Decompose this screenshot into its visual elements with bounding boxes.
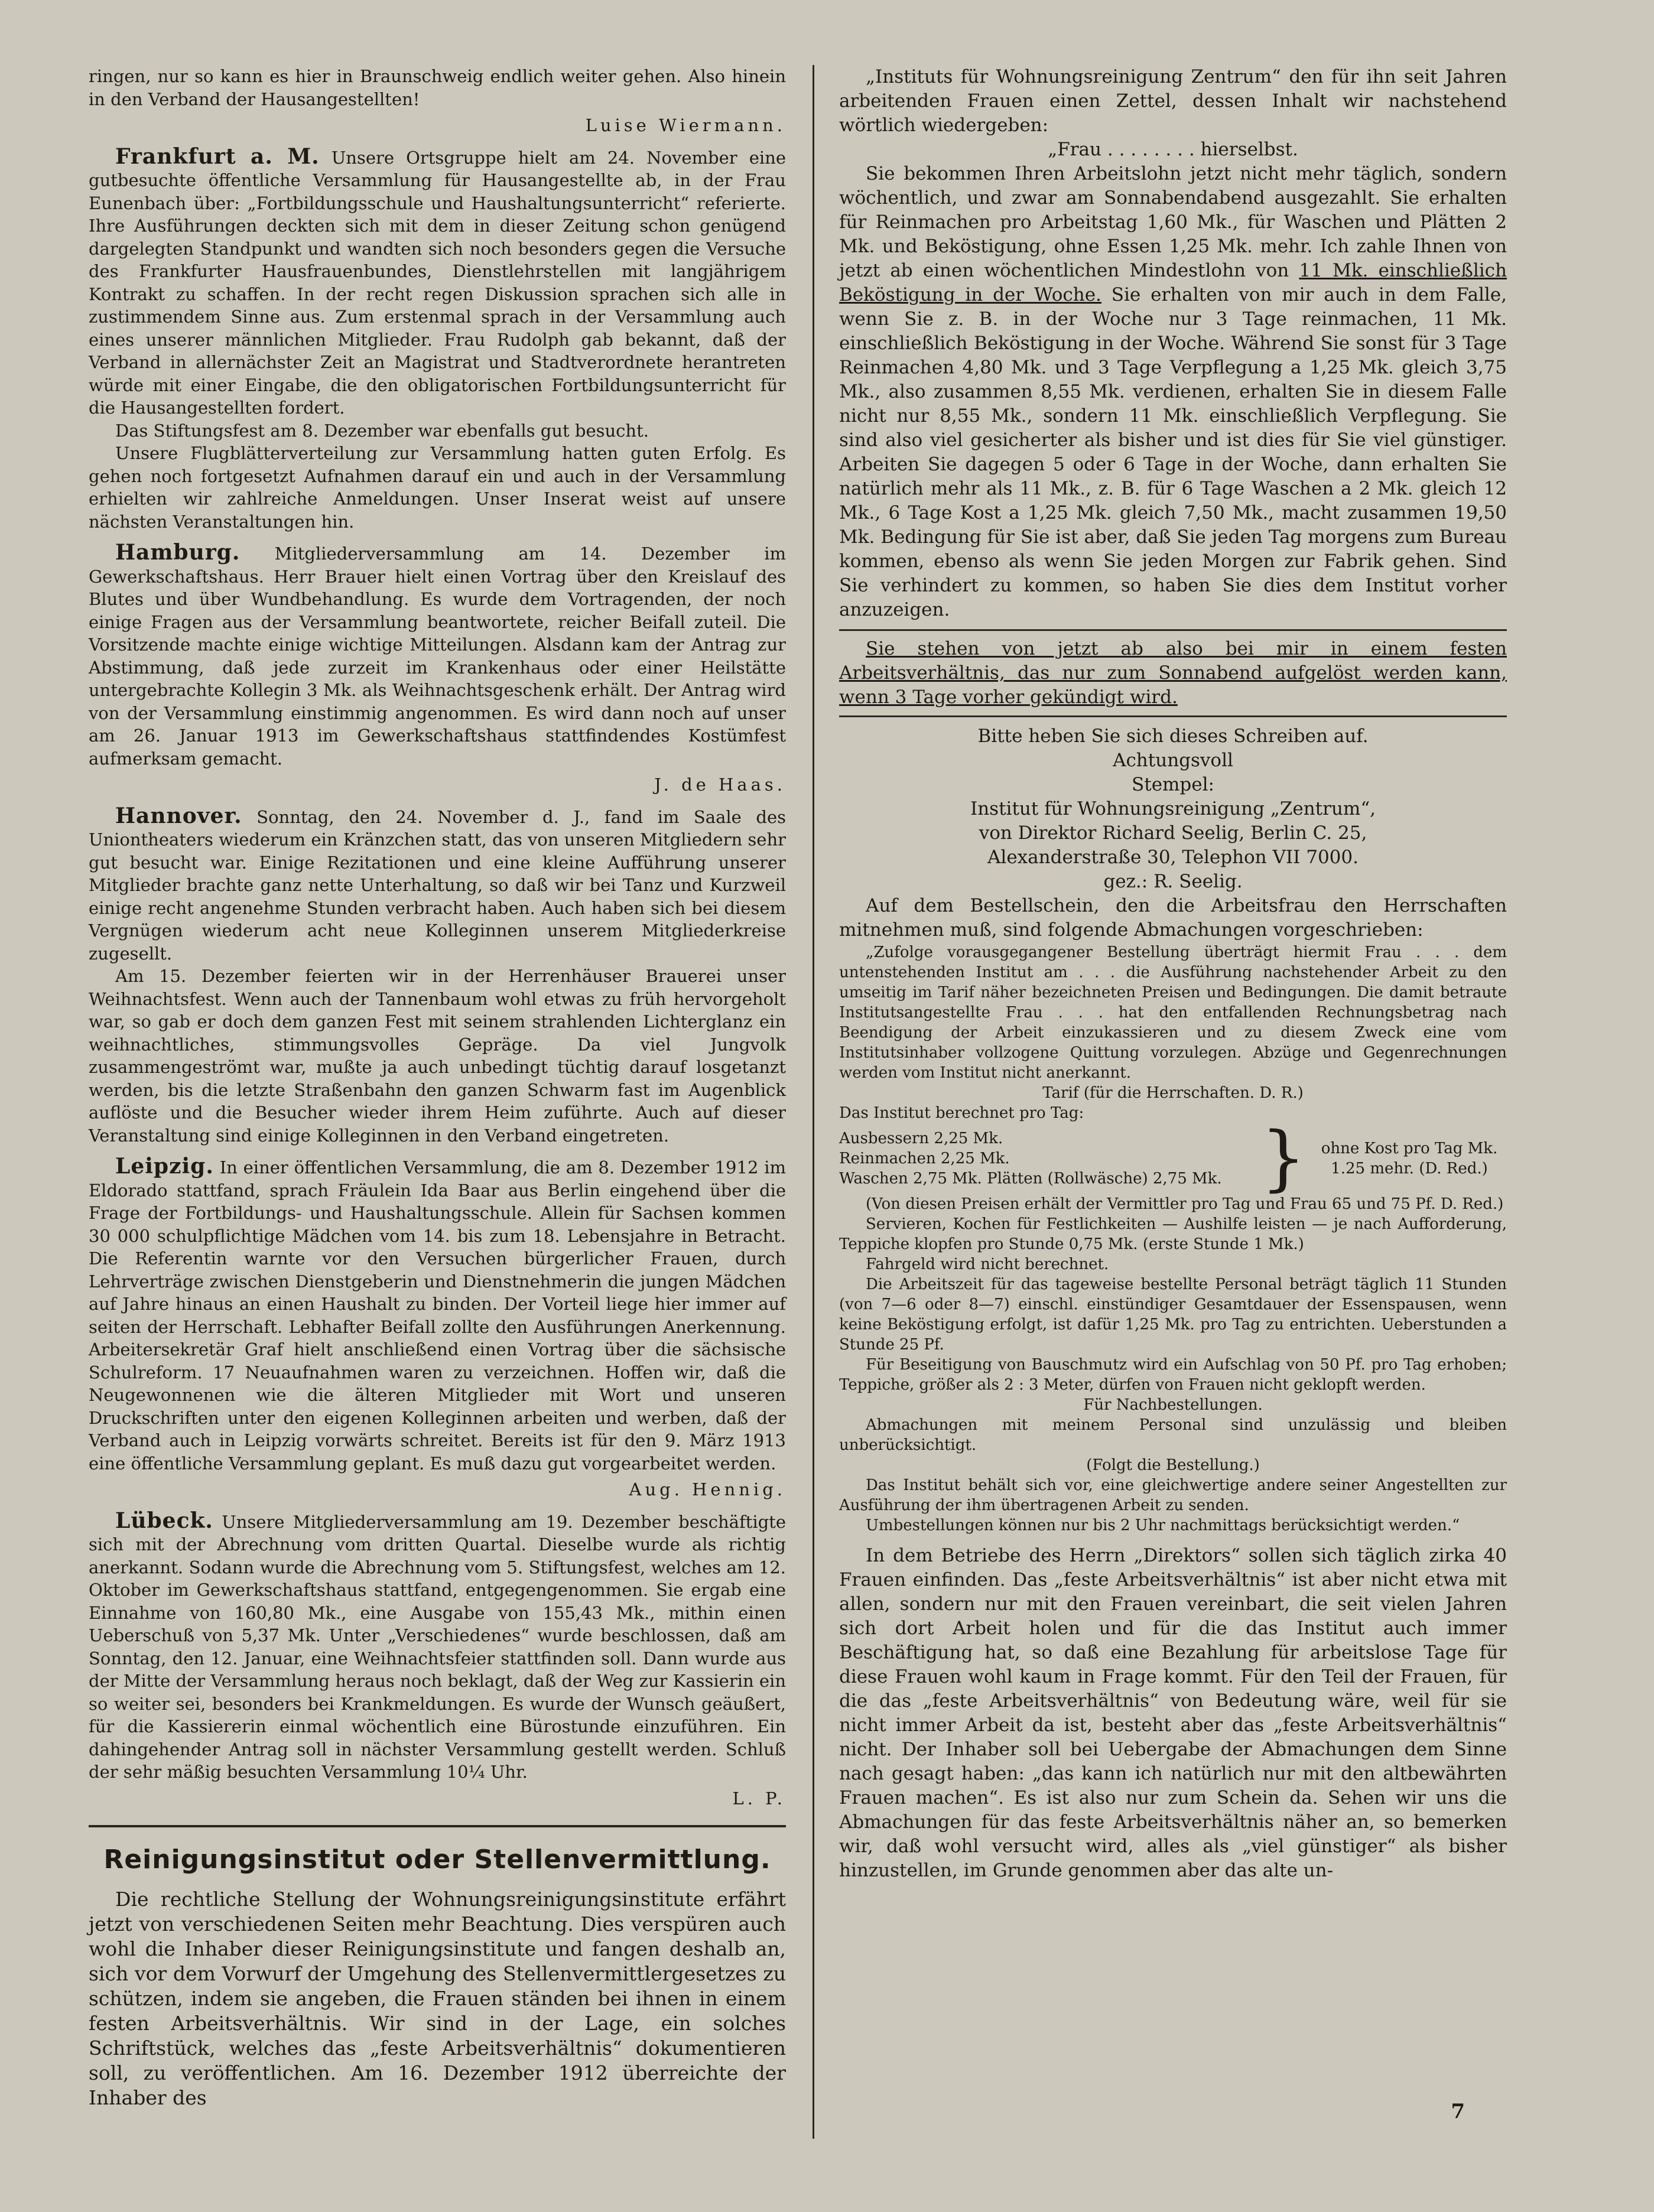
letter-underlined-wage: 11 Mk. einschließlich Beköstigung in der Woche.	[839, 260, 1507, 305]
column-divider	[813, 65, 814, 2139]
order-form-terms-2: (Von diesen Preisen erhält der Vermittler pro Tag und Frau 65 und 75 Pf. D. Red.)	[866, 1195, 1504, 1213]
frankfurt-text: Unsere Ortsgruppe hielt am 24. November eine gutbesuchte öffentliche Versammlung für Hausangestellte ab, in der Frau Eunenbach über: „Fortbildungsschule und Haushaltungsunterricht“ referierte. Ihre Ausführungen deckten sich mit dem in dieser Zeitung schon genügend dargelegten Standpunkt und wandten sich noch besonders gegen die Versuche des Frankfurter Hausfrauenbundes, Dienstlehrstellen mit langjährigem Kontrakt zu schaffen. In der recht regen Diskussion sprachen sich alle in zustimmendem Sinne aus. Zum erstenmal sprach in der Versammlung auch eines unserer männlichen Mitglieder. Frau Rudolph gab bekannt, daß der Verband in allernächster Zeit an Magistrat und Stadtverordnete herantreten würde mit einer Eingabe, die den obligatorischen Fortbildungsunterricht für die Hausangestellten fordert.	[89, 147, 786, 418]
article-headline: Reinigungsinstitut oder Stellenvermittlung.	[103, 1845, 771, 1875]
article-conclusion: In dem Betriebe des Herrn „Direktors“ sollen sich täglich zirka 40 Frauen einfinden. Das „feste Arbeitsverhältnis“ ist aber nicht etwa mit allen, sondern nur mit den Frauen vereinbart, die seit vielen Jahren sich dort Arbeit holen und für die das Institut auch immer Beschäftigung hat, so daß eine Bezahlung für arbeitslose Tage für diese Frauen wohl kaum in Frage kommt. Für den Teil der Frauen, für die das „feste Arbeitsverhältnis“ von Bedeutung wäre, weil für sie nicht immer Arbeit da ist, besteht aber das „feste Arbeitsverhältnis“ nicht. Der Inhaber soll bei Uebergabe der Abmachungen dem Sinne nach gesagt haben: „das kann ich natürlich nur mit den altbewährten Frauen machen“. Es ist also nur zum Schein da. Sehen wir uns die Abmachungen für das feste Arbeitsverhältnis näher an, so bemerken wir, daß wohl versucht wird, alles als „viel günstiger“ als bisher hinzustellen, im Grunde genommen aber das alte un-	[839, 1545, 1507, 1881]
hannover-text-2: Am 15. Dezember feierten wir in der Herrenhäuser Brauerei unser Weihnachtsfest. Wenn auch der Tannenbaum wohl etwas zu früh hervorgeholt war, so gab er doch dem ganzen Fest mit seinem strahlenden Lichterglanz ein weihnachtliches, stimmungsvolles Gepräge. Da viel Jungvolk zusammengeströmt war, mußte ja auch unbedingt tüchtig darauf losgetanzt werden, bis die letzte Straßenbahn den ganzen Schwarm fast im Augenblick auflöste und die Besucher wieder ihrem Heim zuführte. Auch auf dieser Veranstaltung sind einige Kolleginnen in den Verband eingetreten.	[89, 966, 786, 1146]
luebeck-signature: L. P.	[732, 1788, 786, 1808]
frankfurt-text-3: Unsere Flugblätterverteilung zur Versammlung hatten guten Erfolg. Es gehen noch fortgesetzt Aufnahmen darauf ein und auch in der Versammlung erhielten wir zahlreiche Anmeldungen. Unser Inserat weist auf unsere nächsten Veranstaltungen hin.	[89, 443, 786, 532]
order-form-terms-8: Abmachungen mit meinem Personal sind unzulässig und bleiben unberücksichtigt.	[839, 1416, 1507, 1454]
stamp-line-2: von Direktor Richard Seelig, Berlin C. 25,	[979, 822, 1367, 844]
stamp-signature: gez.: R. Seelig.	[1103, 871, 1243, 892]
order-form-terms-10: Das Institut behält sich vor, eine gleichwertige andere seiner Angestellten zur Ausführung der ihm übertragenen Arbeit zu senden.	[839, 1476, 1507, 1514]
hamburg-text: Mitgliederversammlung am 14. Dezember im Gewerkschaftshaus. Herr Brauer hielt einen Vortrag über den Kreislauf des Blutes und über Wundbehandlung. Es wurde dem Vortragenden, der noch einige Fragen aus der Versammlung beantwortete, reicher Beifall zuteil. Die Vorsitzende machte einige wichtige Mitteilungen. Alsdann kam der Antrag zur Abstimmung, daß jede zurzeit im Krankenhaus oder einer Heilstätte untergebrachte Kollegin 3 Mk. als Weihnachtsgeschenk erhält. Der Antrag wird von der Versammlung einstimmig angenommen. Es wird dann noch auf unser am 26. Januar 1913 im Gewerkschaftshaus stattfindendes Kostümfest aufmerksam gemacht.	[89, 544, 787, 769]
tariff-item-3: Waschen 2,75 Mk. Plätten (Rollwäsche) 2,75 Mk.	[839, 1170, 1222, 1188]
tariff-items	[839, 1128, 1255, 1189]
letter-salutation: „Frau . . . . . . . . hierselbst.	[1048, 139, 1298, 160]
headline-rule	[89, 1825, 786, 1827]
hannover-text: Sonntag, den 24. November d. J., fand im Saale des Uniontheaters wiederum ein Kränzchen statt, das von unseren Mitgliedern sehr gut besucht war. Einige Rezitationen und eine kleine Aufführung unserer Mitglieder brachte ganz nette Unterhaltung, so daß wir bei Tanz und Kurzweil einige recht angenehme Stunden verbracht haben. Auch haben sich bei diesem Vergnügen wiederum acht neue Kolleginnen unserem Mitgliederkreise zugesellt.	[89, 806, 787, 964]
letter-closing-2: Achtungsvoll	[1113, 750, 1233, 771]
boxed-statement-text: Sie stehen von jetzt ab also bei mir in einem festen Arbeitsverhältnis, das nur zum Sonnabend aufgelöst werden kann, wenn 3 Tage vorher gekündigt wird.	[839, 638, 1507, 708]
order-form-terms-1: „Zufolge vorausgegangener Bestellung überträgt hiermit Frau . . . dem untenstehenden Institut am . . . die Ausführung nachstehender Arbeit zu den umseitig im Tarif näher bezeichneten Preisen und Bedingungen. Die damit betraute Institutsangestellte Frau . . . hat den entfallenden Rechnungsbetrag nach Beendigung der Arbeit einzukassieren und zu diesem Zweck eine vom Institutsinhaber vollzogene Quittung vorzulegen. Abzüge und Gegenrechnungen werden vom Institut nicht anerkannt.	[839, 944, 1507, 1082]
luebeck-heading: Lübeck.	[115, 1508, 213, 1533]
frankfurt-text-2: Das Stiftungsfest am 8. Dezember war ebenfalls gut besucht.	[115, 420, 649, 441]
frankfurt-heading: Frankfurt a. M.	[115, 144, 320, 169]
page-number: 7	[1451, 2100, 1465, 2123]
hamburg-report	[89, 541, 786, 770]
right-column	[839, 65, 1507, 1883]
order-form-terms	[839, 942, 1507, 1536]
order-form-terms-3: Servieren, Kochen für Festlichkeiten — Aushilfe leisten — je nach Aufforderung, Teppiche klopfen pro Stunde 0,75 Mk. (erste Stunde 1 Mk.)	[839, 1215, 1507, 1253]
frankfurt-report	[89, 145, 786, 419]
hamburg-heading: Hamburg.	[115, 540, 241, 565]
hannover-heading: Hannover.	[115, 803, 242, 828]
stamp-line-1: Institut für Wohnungsreinigung „Zentrum“,	[970, 798, 1376, 819]
tariff-intro: Das Institut berechnet pro Tag:	[839, 1104, 1084, 1122]
letter-body-1: Sie bekommen Ihren Arbeitslohn jetzt nicht mehr täglich, sondern wöchentlich, und zwar am Sonnabendabend ausgezahlt. Sie erhalten für Reinmachen pro Arbeitstag 1,60 Mk., für Waschen und Plätten 2 Mk. und Beköstigung, ohne Essen 1,25 Mk. mehr. Ich zahle Ihnen von jetzt ab einen wöchentlichen Mindestlohn von	[839, 163, 1507, 281]
hamburg-signature: J. de Haas.	[654, 775, 786, 795]
letter-closing-1: Bitte heben Sie sich dieses Schreiben auf.	[977, 726, 1369, 747]
article-continued-text: „Instituts für Wohnungsreinigung Zentrum“ den für ihn seit Jahren arbeitenden Frauen einen Zettel, dessen Inhalt wir nachstehend wörtlich wiedergeben:	[839, 66, 1507, 136]
stamp-label: Stempel:	[1132, 774, 1214, 795]
tariff-note: ohne Kost pro Tag Mk. 1.25 mehr. (D. Red.)	[1321, 1140, 1498, 1177]
order-form-terms-11: Umbestellungen können nur bis 2 Uhr nachmittags berücksichtigt werden.“	[866, 1517, 1460, 1534]
tariff-item-2: Reinmachen 2,25 Mk.	[839, 1150, 1010, 1167]
braunschweig-end-text: ringen, nur so kann es hier in Braunschweig endlich weiter gehen. Also hinein in den Verband der Hausangestellten!	[89, 66, 786, 109]
letter-body	[839, 162, 1507, 622]
brace-icon: }	[1260, 1117, 1306, 1199]
order-form-terms-6: Für Beseitigung von Bauschmutz wird ein Aufschlag von 50 Pf. pro Tag erhoben; Teppiche, größer als 2 : 3 Meter, dürfen von Frauen nicht geklopft werden.	[839, 1356, 1507, 1394]
left-column	[89, 65, 786, 2110]
hannover-report	[89, 805, 786, 965]
tariff-table	[839, 1117, 1507, 1199]
tariff-item-1: Ausbessern 2,25 Mk.	[839, 1130, 1003, 1147]
luebeck-report	[89, 1510, 786, 1784]
order-form-terms-4: Fahrgeld wird nicht berechnet.	[866, 1255, 1109, 1273]
letter-body-2: Sie erhalten von mir auch in dem Falle, wenn Sie z. B. in der Woche nur 3 Tage reinmachen, 11 Mk. einschließlich Beköstigung in der Woche. Während Sie sonst für 3 Tage Reinmachen 4,80 Mk. und 3 Tage Verpflegung a 1,25 Mk. gleich 3,75 Mk., also zusammen 8,55 Mk. verdienen, erhalten Sie in diesem Falle nicht nur 8,55 Mk., sondern 11 Mk. einschließlich Verpflegung. Sie sind also viel gesicherter als bisher und ist dies für Sie viel günstiger. Arbeiten Sie dagegen 5 oder 6 Tage in der Woche, dann erhalten Sie natürlich mehr als 11 Mk., z. B. für 6 Tage Waschen a 2 Mk. gleich 12 Mk., 6 Tage Kost a 1,25 Mk. gleich 7,50 Mk., macht zusammen 19,50 Mk. Bedingung für Sie ist aber, daß Sie jeden Tag morgens zum Bureau kommen, ebenso als wenn Sie jeden Morgen zur Fabrik gehen. Sind Sie verhindert zu kommen, so haben Sie dies dem Institut vorher anzuzeigen.	[839, 284, 1507, 620]
braunschweig-signature: Luise Wiermann.	[585, 115, 786, 135]
tariff-heading: Tarif (für die Herrschaften. D. R.)	[1042, 1084, 1304, 1102]
stamp-line-3: Alexanderstraße 30, Telephon VII 7000.	[987, 847, 1359, 868]
order-form-terms-9: (Folgt die Bestellung.)	[1086, 1456, 1260, 1474]
leipzig-report	[89, 1155, 786, 1475]
leipzig-heading: Leipzig.	[115, 1154, 214, 1179]
luebeck-text: Unsere Mitgliederversammlung am 19. Dezember beschäftigte sich mit der Abrechnung vom dritten Quartal. Dieselbe wurde als richtig anerkannt. Sodann wurde die Abrechnung vom 5. Stiftungsfest, welches am 12. Oktober im Gewerkschaftshaus stattfand, entgegengenommen. Sie ergab eine Einnahme von 160,80 Mk., eine Ausgabe von 155,43 Mk., mithin einen Ueberschuß von 5,37 Mk. Unter „Verschiedenes“ wurde beschlossen, daß am Sonntag, den 12. Januar, eine Weihnachtsfeier stattfinden soll. Dann wurde aus der Mitte der Versammlung heraus noch beklagt, daß der Weg zur Kassierin ein so weiter sei, besonders bei Krankmeldungen. Es wurde der Wunsch geäußert, für die Kassiererin einmal wöchentlich eine Bürostunde einzuführen. Ein dahingehender Antrag soll in nächster Versammlung gestellt werden. Schluß der sehr mäßig besuchten Versammlung 10¼ Uhr.	[89, 1511, 786, 1782]
order-form-intro: Auf dem Bestellschein, den die Arbeitsfrau den Herrschaften mitnehmen muß, sind folgende Abmachungen vorgeschrieben:	[839, 895, 1507, 941]
order-form-terms-5: Die Arbeitszeit für das tageweise bestellte Personal beträgt täglich 11 Stunden (von 7—6 oder 8—7) einschl. einstündiger Gesamtdauer der Essenspausen, wenn keine Beköstigung erfolgt, ist dafür 1,25 Mk. pro Tag zu entrichten. Ueberstunden a Stunde 25 Pf.	[839, 1276, 1507, 1354]
boxed-statement	[839, 629, 1507, 717]
order-form-terms-7: Für Nachbestellungen.	[1083, 1396, 1263, 1414]
leipzig-text: In einer öffentlichen Versammlung, die am 8. Dezember 1912 im Eldorado stattfand, sprach Fräulein Ida Baar aus Berlin eingehend über die Frage der Fortbildungs- und Haushaltungsschule. Allein für Sachsen kommen 30 000 schulpflichtige Mädchen vom 14. bis zum 18. Lebensjahre in Betracht. Die Referentin warnte vor den Versuchen bürgerlicher Frauen, durch Lehrverträge zwischen Dienstgeberin und Dienstnehmerin die jungen Mädchen auf Jahre hinaus an einen Haushalt zu binden. Der Vorteil liege hier immer auf seiten der Herrschaft. Lebhafter Beifall zollte den Ausführungen Anerkennung. Arbeitersekretär Graf hielt anschließend einen Vortrag über die sächsische Schulreform. 17 Neuaufnahmen waren zu verzeichnen. Hoffen wir, daß die Neugewonnenen wie die älteren Mitglieder mit Wort und unseren Druckschriften unter den eigenen Kolleginnen arbeiten und werben, daß der Verband auch in Leipzig vorwärts schreitet. Bereits ist für den 9. März 1913 eine öffentliche Versammlung geplant. Es muß dazu gut vorgearbeitet werden.	[89, 1157, 786, 1473]
leipzig-signature: Aug. Hennig.	[629, 1479, 786, 1499]
article-text: Die rechtliche Stellung der Wohnungsreinigungsinstitute erfährt jetzt von verschiedenen Seiten mehr Beachtung. Dies verspüren auch wohl die Inhaber dieser Reinigungsinstitute und fangen deshalb an, sich vor dem Vorwurf der Umgehung des Stellenvermittlergesetzes zu schützen, indem sie angeben, die Frauen ständen bei ihnen in einem festen Arbeitsverhältnis. Wir sind in der Lage, ein solches Schriftstück, welches das „feste Arbeitsverhältnis“ dokumentieren soll, zu veröffentlichen. Am 16. Dezember 1912 überreichte der Inhaber des	[89, 1887, 786, 2109]
